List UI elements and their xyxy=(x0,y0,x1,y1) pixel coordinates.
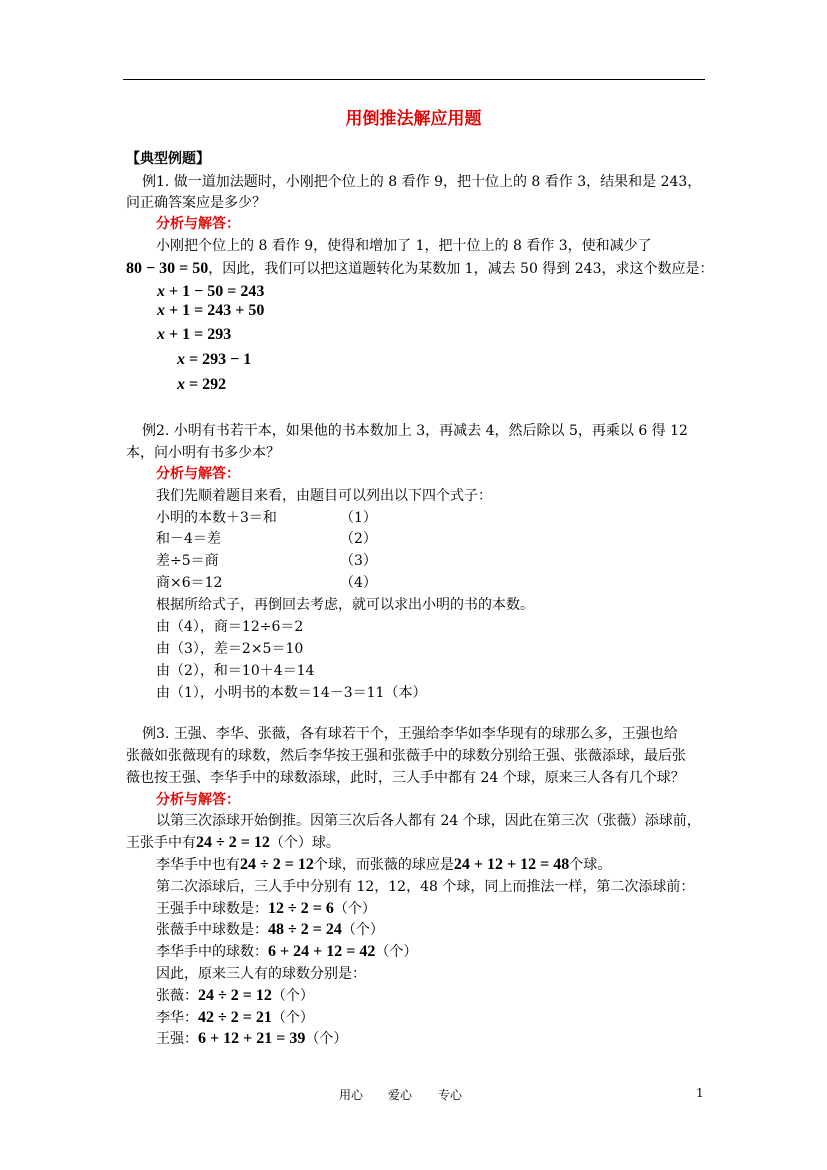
ex3-result-zhang-label: 张薇： xyxy=(156,988,198,1004)
ex1-eq5: x = 292 xyxy=(177,376,227,393)
ex3-result-wang-unit: （个） xyxy=(305,1031,348,1047)
ex1-line1: 例1. 做一道加法题时，小刚把个位上的 8 看作 9，把十位上的 8 看作 3，结果和是 243， xyxy=(142,174,702,190)
ex1-analysis-label: 分析与解答： xyxy=(156,216,240,232)
ex3-result-wang-label: 王强： xyxy=(156,1031,198,1047)
ex3-result-li-math: 42 ÷ 2 = 21 xyxy=(198,1009,272,1026)
ex3-p3-a: 李华手中也有 xyxy=(156,857,240,873)
footer-motto-2: 爱心 xyxy=(388,1088,413,1102)
ex3-result-li xyxy=(156,1008,314,1028)
ex3-result-zhang-math: 24 ÷ 2 = 12 xyxy=(198,987,272,1004)
ex3-p3 xyxy=(156,855,611,875)
ex1-eq1: x + 1 − 50 = 243 xyxy=(157,283,265,300)
ex3-wang-unit: （个） xyxy=(333,901,376,917)
ex3-li-label: 李华手中的球数： xyxy=(156,944,268,960)
ex2-formula-4: 商×6＝12 xyxy=(156,575,223,591)
ex3-zhang-unit: （个） xyxy=(341,922,384,938)
section-heading: 【典型例题】 xyxy=(126,151,210,167)
ex1-eq4: x = 293 − 1 xyxy=(177,351,252,368)
ex3-result-zhang xyxy=(156,986,314,1006)
ex1-p2-math: 80 − 30 = 50 xyxy=(126,260,209,277)
ex3-li-before xyxy=(156,942,417,962)
ex3-p3-c: 个球。 xyxy=(569,857,612,873)
ex3-zhang-label: 张薇手中球数是： xyxy=(156,922,268,938)
ex3-li-unit: （个） xyxy=(375,944,418,960)
ex3-p2-a: 王张手中有 xyxy=(126,835,196,851)
ex2-step-4: 由（1），小明书的本数＝14－3＝11（本） xyxy=(156,685,427,701)
ex2-formula-3-num: （3） xyxy=(340,553,377,569)
ex3-line2: 张薇如张薇现有的球数，然后李华按王强和张薇手中的球数分别给王强、张薇添球，最后张 xyxy=(126,748,686,764)
ex1-eq2: x + 1 = 243 + 50 xyxy=(157,302,265,319)
ex3-p3-math2: 24 + 12 + 12 = 48 xyxy=(453,856,570,873)
ex1-p2 xyxy=(126,259,713,279)
ex3-result-wang xyxy=(156,1029,347,1049)
ex3-p1: 以第三次添球开始倒推。因第三次后各人都有 24 个球，因此在第三次（张薇）添球前， xyxy=(156,813,701,829)
footer-motto-3: 专心 xyxy=(438,1088,463,1102)
ex3-analysis-label: 分析与解答： xyxy=(156,792,240,808)
ex2-step-1: 由（4），商＝12÷6＝2 xyxy=(156,619,304,635)
ex3-result-li-label: 李华： xyxy=(156,1010,198,1026)
ex2-formula-2: 和－4＝差 xyxy=(156,531,221,547)
ex3-zhang-before xyxy=(156,920,384,940)
ex3-p3-b: 个球，而张薇的球应是 xyxy=(313,857,454,873)
ex2-intro: 我们先顺着题目来看，由题目可以列出以下四个式子： xyxy=(156,488,492,504)
ex3-line1: 例3. 王强、李华、张薇，各有球若干个，王强给李华如李华现有的球那么多，王强也给 xyxy=(142,726,678,742)
page-number: 1 xyxy=(696,1086,704,1100)
ex3-so: 因此，原来三人有的球数分别是： xyxy=(156,966,366,982)
ex3-p2-b: （个）球。 xyxy=(269,835,340,851)
ex3-p2-math: 24 ÷ 2 = 12 xyxy=(196,834,270,851)
ex3-p2 xyxy=(126,833,340,853)
ex3-wang-math: 12 ÷ 2 = 6 xyxy=(268,900,334,917)
ex2-formula-1-num: （1） xyxy=(340,510,377,526)
page-title: 用倒推法解应用题 xyxy=(345,109,482,129)
ex3-result-zhang-unit: （个） xyxy=(271,988,314,1004)
ex3-zhang-math: 48 ÷ 2 = 24 xyxy=(268,921,342,938)
ex2-analysis-label: 分析与解答： xyxy=(156,466,240,482)
ex1-p2-text: ，因此，我们可以把这道题转化为某数加 1，减去 50 得到 243，求这个数应是： xyxy=(208,261,714,277)
ex2-line1: 例2. 小明有书若干本，如果他的书本数加上 3，再减去 4，然后除以 5，再乘以 6 得 12 xyxy=(142,423,688,439)
ex3-p4: 第二次添球后，三人手中分别有 12，12，48 个球，同上而推法一样，第二次添球前： xyxy=(156,879,695,895)
ex2-back: 根据所给式子，再倒回去考虑，就可以求出小明的书的本数。 xyxy=(156,597,534,613)
ex1-eq3: x + 1 = 293 xyxy=(157,326,232,343)
ex3-p3-math: 24 ÷ 2 = 12 xyxy=(240,856,314,873)
ex3-line3: 薇也按王强、李华手中的球数添球，此时，三人手中都有 24 个球，原来三人各有几个球？ xyxy=(126,770,685,786)
ex1-line2: 问正确答案应是多少？ xyxy=(126,195,266,211)
ex3-wang-label: 王强手中球数是： xyxy=(156,901,268,917)
ex2-line2: 本，问小明有书多少本？ xyxy=(126,445,280,461)
ex1-p1: 小刚把个位上的 8 看作 9，使得和增加了 1，把十位上的 8 看作 3，使和减少了 xyxy=(156,238,652,254)
ex2-formula-2-num: （2） xyxy=(340,531,377,547)
ex2-formula-3: 差÷5＝商 xyxy=(156,553,219,569)
ex3-result-li-unit: （个） xyxy=(271,1010,314,1026)
ex3-wang-before xyxy=(156,899,376,919)
ex2-formula-1: 小明的本数＋3＝和 xyxy=(156,510,277,526)
ex2-formula-4-num: （4） xyxy=(340,575,377,591)
header-rule xyxy=(123,79,705,80)
ex2-step-3: 由（2），和＝10＋4＝14 xyxy=(156,663,315,679)
footer-motto-1: 用心 xyxy=(339,1088,364,1102)
ex3-result-wang-math: 6 + 12 + 21 = 39 xyxy=(198,1030,306,1047)
ex2-step-2: 由（3），差＝2×5＝10 xyxy=(156,641,304,657)
ex3-li-math: 6 + 24 + 12 = 42 xyxy=(268,943,376,960)
